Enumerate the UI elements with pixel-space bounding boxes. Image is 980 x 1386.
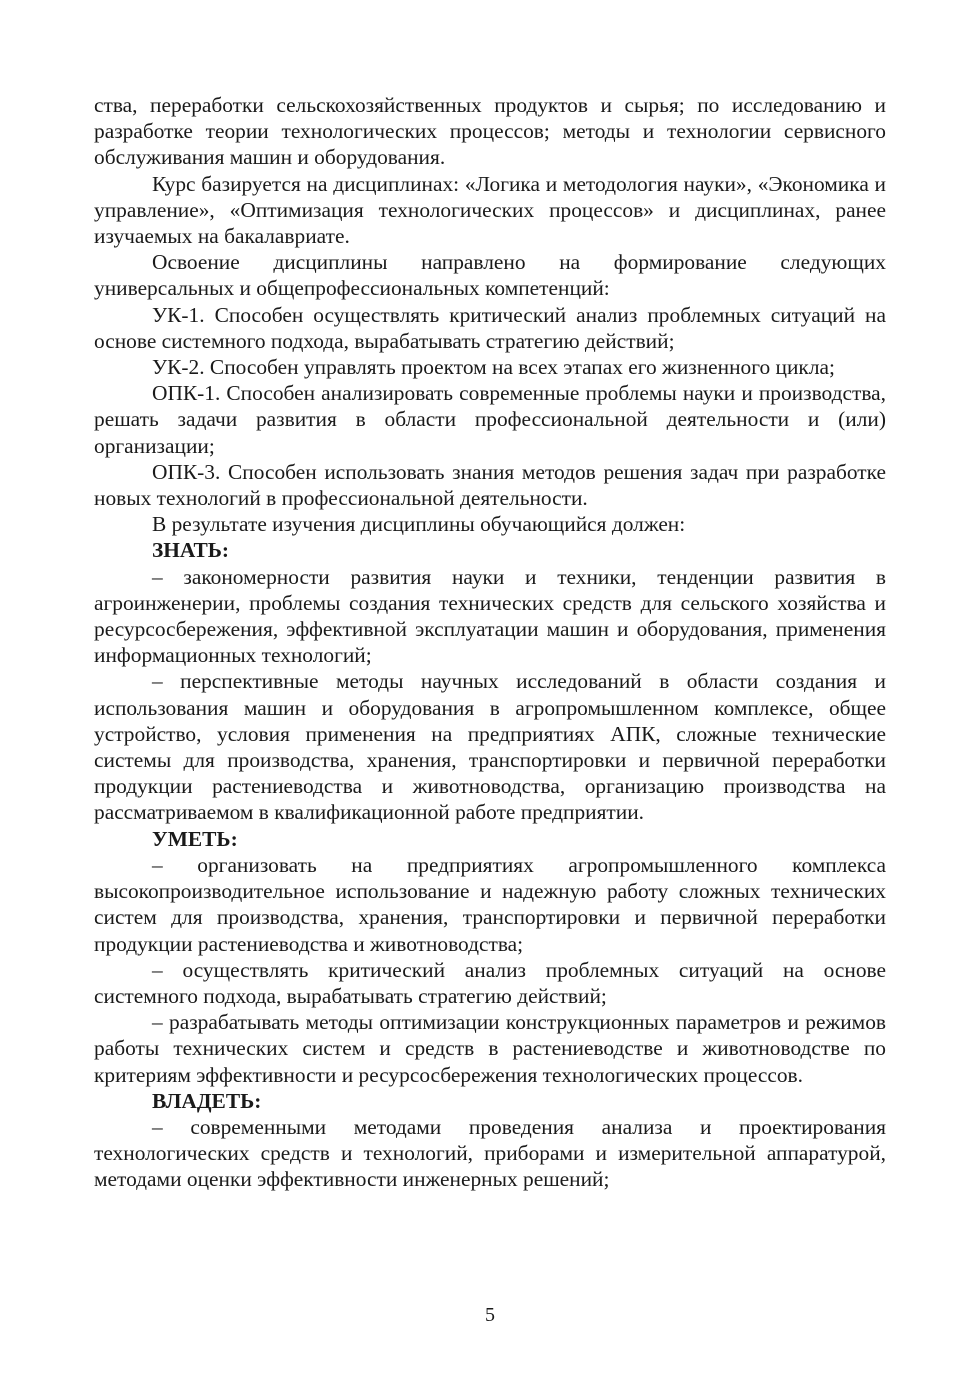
list-item-be-able-2: – осуществлять критический анализ проблемных ситуаций на основе системного подхода, вырабатывать стратегию действий; <box>94 957 886 1008</box>
page-number: 5 <box>485 1304 495 1326</box>
paragraph-competencies-intro: Освоение дисциплины направлено на формирование следующих универсальных и общепрофессиональных компетенций: <box>94 250 886 301</box>
competency-opk-1: ОПК-1. Способен анализировать современные проблемы науки и производства, решать задачи развития в области профессиональной деятельности и (или) организации; <box>94 381 886 458</box>
paragraph-course-basis: Курс базируется на дисциплинах: «Логика и методология науки», «Экономика и управление», «Оптимизация технологических процессов» и дисциплинах, ранее изучаемых на бакалавриате. <box>94 171 886 249</box>
document-page <box>94 92 886 1193</box>
competency-uk-2: УК-2. Способен управлять проектом на всех этапах его жизненного цикла; <box>152 355 835 380</box>
list-item-know-2: – перспективные методы научных исследований в области создания и использования машин и оборудования в агропромышленном комплексе, общее устройство, условия применения на предприятиях АПК, сложные технические системы для производства, хранения, транспортировки и первичной переработки продукции растениеводства и животноводства, организацию производства на рассматриваемом в квалификационной работе предприятии. <box>94 669 886 825</box>
list-item-master-1: – современными методами проведения анализа и проектирования технологических средств и технологий, приборами и измерительной аппаратурой, методами оценки эффективности инженерных решений; <box>94 1114 886 1192</box>
paragraph-learning-outcomes-intro: В результате изучения дисциплины обучающийся должен: <box>152 512 686 537</box>
heading-master: ВЛАДЕТЬ: <box>152 1088 262 1113</box>
competency-opk-3: ОПК-3. Способен использовать знания методов решения задач при разработке новых технологий в профессиональной деятельности. <box>94 459 886 511</box>
list-item-be-able-3: – разрабатывать методы оптимизации конструкционных параметров и режимов работы технических систем и средств в растениеводстве и животноводстве по критериям эффективности и ресурсосбережения технологических процессов. <box>94 1010 886 1087</box>
heading-know: ЗНАТЬ: <box>152 538 230 563</box>
list-item-know-1: – закономерности развития науки и техники, тенденции развития в агроинженерии, проблемы создания технических средств для сельского хозяйства и ресурсосбережения, эффективной эксплуатации машин и оборудования, применения информационных технологий; <box>94 564 886 668</box>
list-item-be-able-1: – организовать на предприятиях агропромышленного комплекса высокопроизводительное использование и надежную работу сложных технических систем для производства, хранения, транспортировки и первичной переработки продукции растениеводства и животноводства; <box>94 852 886 956</box>
paragraph-intro-continuation: ства, переработки сельскохозяйственных продуктов и сырья; по исследованию и разработке теории технологических процессов; методы и технологии сервисного обслуживания машин и оборудования. <box>94 93 886 170</box>
heading-be-able: УМЕТЬ: <box>152 826 238 851</box>
competency-uk-1: УК-1. Способен осуществлять критический анализ проблемных ситуаций на основе системного подхода, вырабатывать стратегию действий; <box>94 302 886 353</box>
